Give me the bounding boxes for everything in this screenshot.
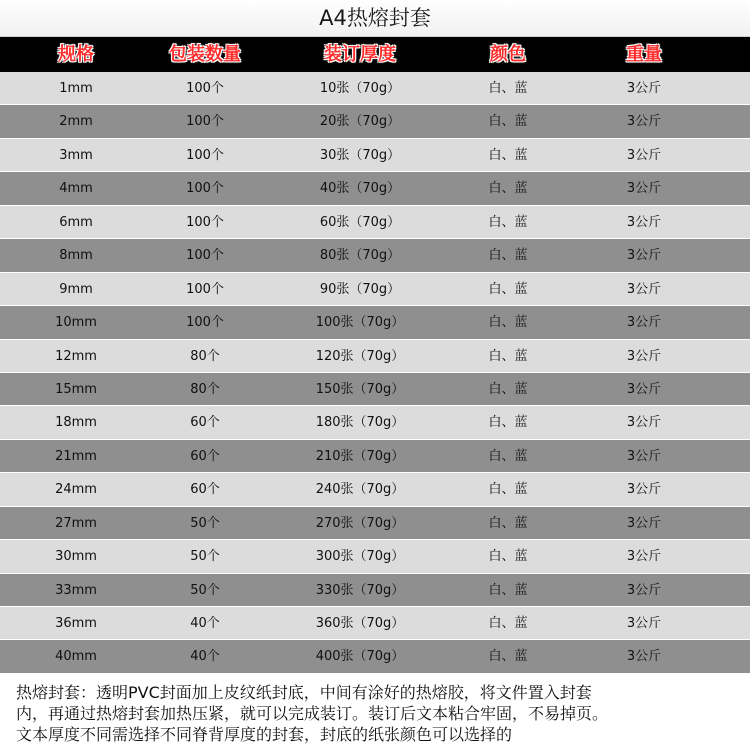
quantity-cell: 100个	[186, 114, 224, 130]
thickness-cell: 300张（70g）	[315, 549, 405, 565]
color-cell: 白、蓝	[488, 348, 528, 364]
weight-cell: 3公斤	[626, 181, 662, 197]
thickness-cell: 150张（70g）	[315, 381, 405, 397]
quantity-cell: 100个	[186, 81, 224, 96]
weight-cell: 3公斤	[626, 482, 662, 498]
thickness-cell: 20张（70g）	[319, 114, 401, 130]
weight-cell: 3公斤	[626, 582, 662, 598]
product-description	[16, 682, 738, 745]
color-cell: 白、蓝	[488, 248, 528, 264]
color-cell: 白、蓝	[488, 649, 528, 665]
spec-cell: 21mm	[55, 448, 97, 464]
table-row	[0, 139, 750, 172]
quantity-cell: 100个	[186, 281, 224, 297]
spec-cell: 10mm	[55, 315, 97, 331]
table-row	[0, 172, 750, 205]
quantity-cell: 100个	[186, 181, 224, 197]
weight-cell: 3公斤	[626, 147, 662, 163]
color-cell: 白、蓝	[488, 181, 528, 197]
color-cell: 白、蓝	[488, 381, 528, 397]
quantity-cell: 40个	[190, 616, 220, 631]
table-row	[0, 72, 750, 105]
weight-cell: 3公斤	[626, 81, 662, 96]
quantity-cell: 100个	[186, 315, 224, 331]
spec-cell: 24mm	[55, 482, 97, 498]
weight-cell: 3公斤	[626, 114, 662, 130]
weight-cell: 3公斤	[626, 248, 662, 264]
table-row	[0, 373, 750, 406]
spec-cell: 2mm	[59, 114, 93, 130]
thickness-cell: 30张（70g）	[319, 147, 401, 163]
quantity-cell: 100个	[186, 248, 224, 264]
weight-cell: 3公斤	[626, 315, 662, 331]
description-line: 文本厚度不同需选择不同脊背厚度的封套，封底的纸张颜色可以选择的	[16, 725, 513, 744]
weight-cell: 3公斤	[626, 649, 662, 665]
spec-cell: 27mm	[55, 515, 97, 531]
table-row	[0, 105, 750, 138]
quantity-cell: 60个	[190, 482, 220, 498]
table-row	[0, 507, 750, 540]
thickness-cell: 240张（70g）	[315, 482, 405, 498]
weight-cell: 3公斤	[626, 415, 662, 431]
spec-cell: 40mm	[55, 649, 97, 665]
color-cell: 白、蓝	[488, 315, 528, 331]
page-title: A4热熔封套	[0, 0, 750, 37]
spec-cell: 3mm	[59, 147, 93, 163]
color-cell: 白、蓝	[488, 114, 528, 130]
table-header	[0, 37, 750, 72]
color-cell: 白、蓝	[488, 582, 528, 598]
description-line: 内，再通过热熔封套加热压紧，就可以完成装订。装订后文本粘合牢固，不易掉页。	[16, 704, 609, 723]
spec-table	[0, 72, 750, 674]
weight-cell: 3公斤	[626, 616, 662, 631]
table-row	[0, 406, 750, 439]
thickness-cell: 270张（70g）	[315, 515, 405, 531]
table-row	[0, 574, 750, 607]
weight-cell: 3公斤	[626, 515, 662, 531]
header-color: 颜色	[490, 44, 526, 65]
spec-cell: 33mm	[55, 582, 97, 598]
weight-cell: 3公斤	[626, 214, 662, 230]
thickness-cell: 210张（70g）	[315, 448, 405, 464]
spec-cell: 4mm	[59, 181, 93, 197]
color-cell: 白、蓝	[488, 616, 528, 631]
color-cell: 白、蓝	[488, 515, 528, 531]
thickness-cell: 330张（70g）	[315, 582, 405, 598]
color-cell: 白、蓝	[488, 281, 528, 297]
color-cell: 白、蓝	[488, 214, 528, 230]
color-cell: 白、蓝	[488, 147, 528, 163]
spec-cell: 12mm	[55, 348, 97, 364]
spec-cell: 8mm	[59, 248, 93, 264]
spec-cell: 30mm	[55, 549, 97, 565]
weight-cell: 3公斤	[626, 281, 662, 297]
thickness-cell: 360张（70g）	[315, 616, 405, 631]
spec-cell: 18mm	[55, 415, 97, 431]
table-row	[0, 206, 750, 239]
color-cell: 白、蓝	[488, 81, 528, 96]
quantity-cell: 40个	[190, 649, 220, 665]
quantity-cell: 50个	[190, 582, 220, 598]
quantity-cell: 50个	[190, 515, 220, 531]
spec-cell: 15mm	[55, 381, 97, 397]
thickness-cell: 40张（70g）	[319, 181, 401, 197]
thickness-cell: 90张（70g）	[319, 281, 401, 297]
spec-cell: 1mm	[59, 81, 93, 96]
thickness-cell: 60张（70g）	[319, 214, 401, 230]
table-row	[0, 473, 750, 506]
weight-cell: 3公斤	[626, 448, 662, 464]
table-row	[0, 273, 750, 306]
quantity-cell: 50个	[190, 549, 220, 565]
color-cell: 白、蓝	[488, 482, 528, 498]
header-spec: 规格	[58, 44, 94, 65]
thickness-cell: 10张（70g）	[319, 81, 401, 96]
weight-cell: 3公斤	[626, 381, 662, 397]
thickness-cell: 120张（70g）	[315, 348, 405, 364]
description-line: 热熔封套：透明PVC封面加上皮纹纸封底，中间有涂好的热熔胶，将文件置入封套	[16, 683, 592, 702]
spec-cell: 6mm	[59, 214, 93, 230]
thickness-cell: 80张（70g）	[319, 248, 401, 264]
quantity-cell: 80个	[190, 381, 220, 397]
table-row	[0, 340, 750, 373]
table-row	[0, 640, 750, 673]
color-cell: 白、蓝	[488, 415, 528, 431]
quantity-cell: 100个	[186, 214, 224, 230]
color-cell: 白、蓝	[488, 549, 528, 565]
header-weight: 重量	[626, 44, 662, 65]
quantity-cell: 100个	[186, 147, 224, 163]
color-cell: 白、蓝	[488, 448, 528, 464]
thickness-cell: 100张（70g）	[315, 315, 405, 331]
spec-cell: 36mm	[55, 616, 97, 631]
header-thickness: 装订厚度	[324, 44, 396, 65]
table-row	[0, 306, 750, 339]
table-row	[0, 239, 750, 272]
thickness-cell: 400张（70g）	[315, 649, 405, 665]
spec-cell: 9mm	[59, 281, 93, 297]
weight-cell: 3公斤	[626, 549, 662, 565]
quantity-cell: 80个	[190, 348, 220, 364]
quantity-cell: 60个	[190, 415, 220, 431]
thickness-cell: 180张（70g）	[315, 415, 405, 431]
table-row	[0, 440, 750, 473]
weight-cell: 3公斤	[626, 348, 662, 364]
table-row	[0, 540, 750, 573]
quantity-cell: 60个	[190, 448, 220, 464]
header-quantity: 包装数量	[169, 44, 241, 65]
table-row	[0, 607, 750, 640]
